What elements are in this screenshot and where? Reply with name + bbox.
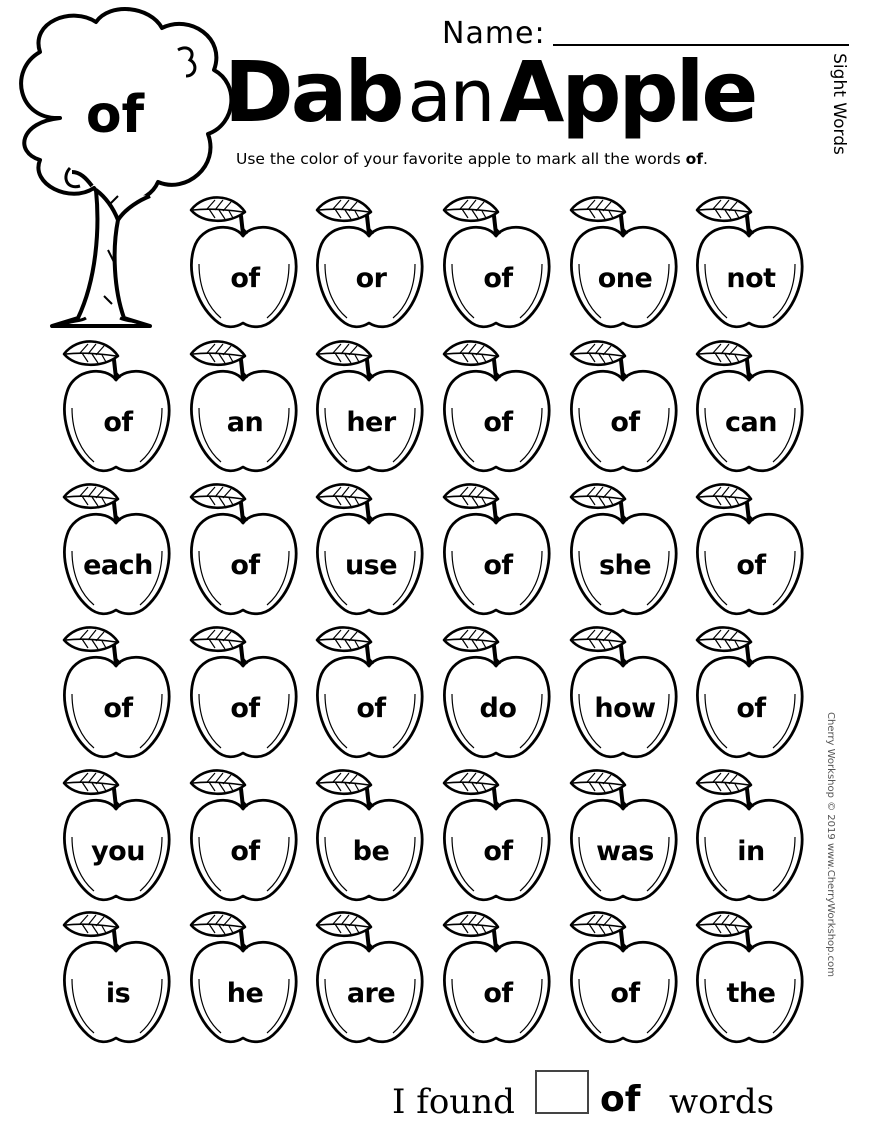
copyright-credit: Cherry Workshop © 2019 www.CherryWorkshop.com xyxy=(825,712,836,978)
instructions-target-word: of xyxy=(685,150,704,168)
apple-word: he xyxy=(226,978,264,1009)
apple[interactable] xyxy=(565,765,685,905)
apple-word: her xyxy=(346,407,396,438)
apple[interactable] xyxy=(691,765,811,905)
apple[interactable] xyxy=(185,479,305,619)
apple[interactable] xyxy=(58,336,178,476)
apple-word: of xyxy=(610,407,640,438)
apple-word: of xyxy=(483,407,513,438)
apple[interactable] xyxy=(311,192,431,332)
found-target-word: of xyxy=(600,1079,641,1120)
apple[interactable] xyxy=(185,907,305,1047)
apple[interactable] xyxy=(691,479,811,619)
apple[interactable] xyxy=(58,622,178,762)
found-count-box[interactable] xyxy=(535,1070,589,1114)
words-label: words xyxy=(669,1082,775,1122)
apple-word: of xyxy=(230,550,260,581)
apple[interactable] xyxy=(438,907,558,1047)
apple[interactable] xyxy=(58,765,178,905)
subtitle-sight-words: Sight Words xyxy=(829,53,849,155)
apple-word: or xyxy=(355,263,387,294)
apple[interactable] xyxy=(311,622,431,762)
name-label: Name: xyxy=(442,16,546,51)
apple-word: of xyxy=(483,978,513,1009)
apple-word: of xyxy=(230,836,260,867)
apple[interactable] xyxy=(565,479,685,619)
apple[interactable] xyxy=(58,479,178,619)
apple-word: the xyxy=(726,978,776,1009)
tree-target-word: of xyxy=(85,85,145,145)
apple[interactable] xyxy=(438,622,558,762)
apple[interactable] xyxy=(311,479,431,619)
apple-word: how xyxy=(594,693,656,724)
apple[interactable] xyxy=(565,336,685,476)
title-an: an xyxy=(407,54,494,138)
apple-word: of xyxy=(610,978,640,1009)
apple[interactable] xyxy=(565,192,685,332)
page-title xyxy=(224,42,755,142)
apple-word: was xyxy=(596,836,654,867)
apple-word: of xyxy=(483,836,513,867)
apple-word: an xyxy=(226,407,264,438)
apple[interactable] xyxy=(58,907,178,1047)
apple-word: in xyxy=(737,836,765,867)
apple-word: do xyxy=(479,693,517,724)
apple[interactable] xyxy=(438,336,558,476)
apple[interactable] xyxy=(185,765,305,905)
found-label: I found xyxy=(392,1082,515,1122)
apple-word: of xyxy=(103,693,133,724)
apple[interactable] xyxy=(691,622,811,762)
apple[interactable] xyxy=(311,765,431,905)
apple-word: not xyxy=(726,263,776,294)
apple-word: she xyxy=(598,550,652,581)
apple[interactable] xyxy=(565,907,685,1047)
apple-word: be xyxy=(352,836,390,867)
apple-word: of xyxy=(230,693,260,724)
apple[interactable] xyxy=(691,336,811,476)
apple-word: of xyxy=(736,550,766,581)
apple[interactable] xyxy=(438,192,558,332)
apple-word: are xyxy=(346,978,396,1009)
apple-word: is xyxy=(105,978,131,1009)
apple[interactable] xyxy=(185,192,305,332)
apple[interactable] xyxy=(691,907,811,1047)
apple[interactable] xyxy=(185,622,305,762)
apple-word: can xyxy=(725,407,777,438)
title-apple: Apple xyxy=(499,43,756,141)
apple-word: of xyxy=(230,263,260,294)
title-dab: Dab xyxy=(224,43,402,141)
instructions-period: . xyxy=(703,150,708,168)
instructions-text: Use the color of your favorite apple to mark all the words xyxy=(236,150,686,168)
apple-word: of xyxy=(483,263,513,294)
apple[interactable] xyxy=(438,479,558,619)
apple[interactable] xyxy=(311,336,431,476)
apple-word: one xyxy=(597,263,653,294)
apple[interactable] xyxy=(311,907,431,1047)
apple[interactable] xyxy=(438,765,558,905)
apple[interactable] xyxy=(691,192,811,332)
apple-word: use xyxy=(344,550,398,581)
apple-word: of xyxy=(483,550,513,581)
apple[interactable] xyxy=(185,336,305,476)
apple[interactable] xyxy=(565,622,685,762)
apple-word: you xyxy=(91,836,145,867)
apple-word: of xyxy=(103,407,133,438)
apple-word: each xyxy=(83,550,153,581)
instructions xyxy=(236,148,708,170)
apple-word: of xyxy=(736,693,766,724)
apple-word: of xyxy=(356,693,386,724)
